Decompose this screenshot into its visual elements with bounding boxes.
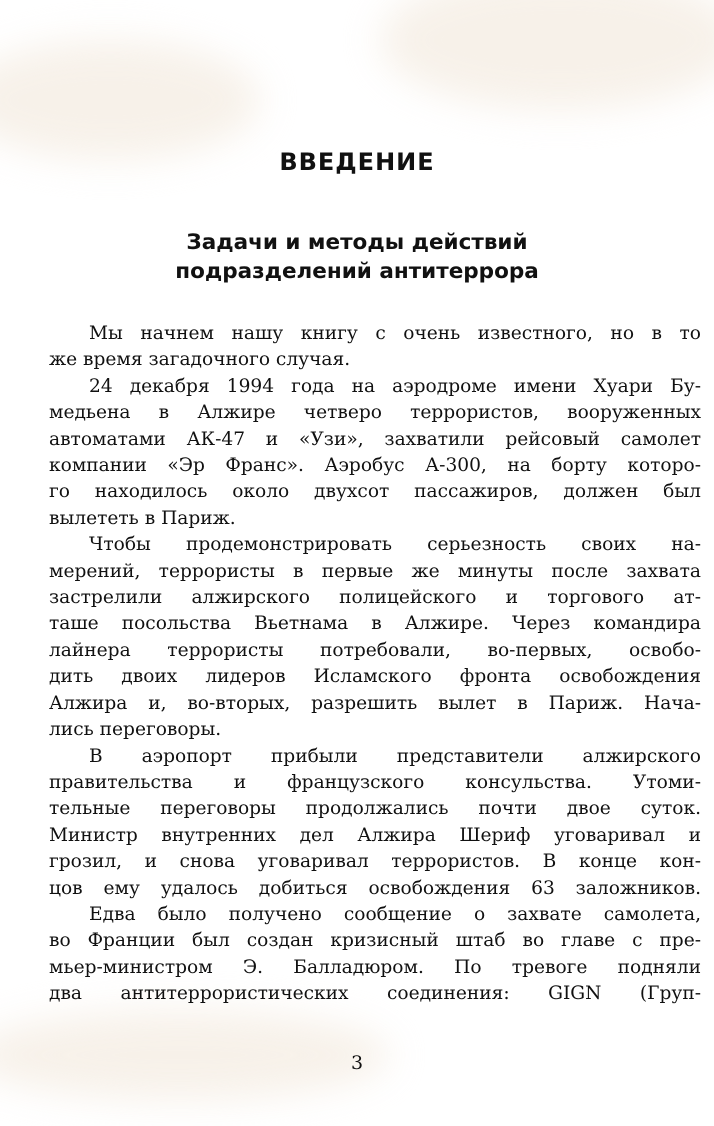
text-line: Едва было получено сообщение о захвате самолета, [89,903,701,925]
paragraph-2 [49,374,701,532]
paragraph-4 [49,744,701,902]
text-line: 24 декабря 1994 года на аэродроме имени Хуари Бу- [89,375,701,397]
section-title [0,228,714,286]
page-number: 3 [350,1052,364,1074]
text-line: го находилось около двухсот пассажиров, должен был [49,481,701,503]
section-title-line-2: подразделений антитеррора [175,259,539,284]
chapter-title: ВВЕДЕНИЕ [279,148,435,176]
text-line: автоматами АК-47 и «Узи», захватили рейсовый самолет [49,428,701,450]
section-title-line-1: Задачи и методы действий [186,230,528,255]
text-line: лайнера террористы потребовали, во-первых, освобо- [49,639,701,661]
paragraph-1 [49,321,701,374]
text-line: же время загадочного случая. [49,349,351,371]
text-line: два антитеррористических соединения: GIGN (Груп- [49,983,701,1005]
body-text [49,321,701,1008]
text-line: вылететь в Париж. [49,507,236,529]
text-line: Алжира и, во-вторых, разрешить вылет в Париж. Нача- [49,692,701,714]
text-line: дить двоих лидеров Исламского фронта освобождения [49,666,701,688]
text-line: цов ему удалось добиться освобождения 63 заложников. [49,877,701,899]
text-line: правительства и французского консульства. Утоми- [49,771,701,793]
text-line: компании «Эр Франс». Аэробус А-300, на борту которо- [49,455,701,477]
text-line: лись переговоры. [49,719,222,741]
text-line: В аэропорт прибыли представители алжирского [89,745,701,767]
text-line: застрелили алжирского полицейского и торгового ат- [49,587,701,609]
text-line: Чтобы продемонстрировать серьезность своих на- [89,534,701,556]
text-line: Мы начнем нашу книгу с очень известного, но в то [89,323,701,344]
text-line: Министр внутренних дел Алжира Шериф уговаривал и [49,824,701,846]
paragraph-5 [49,902,701,1008]
text-line: мерений, террористы в первые же минуты после захвата [49,560,701,582]
text-line: медьена в Алжире четверо террористов, вооруженных [49,402,701,424]
text-line: таше посольства Вьетнама в Алжире. Через командира [49,613,701,635]
text-line: мьер-министром Э. Балладюром. По тревоге подняли [49,956,701,978]
paragraph-3 [49,532,701,743]
text-line: тельные переговоры продолжались почти двое суток. [49,798,701,820]
text-line: грозил, и снова уговаривал террористов. В конце кон- [49,851,701,873]
text-line: во Франции был создан кризисный штаб во главе с пре- [49,930,701,952]
